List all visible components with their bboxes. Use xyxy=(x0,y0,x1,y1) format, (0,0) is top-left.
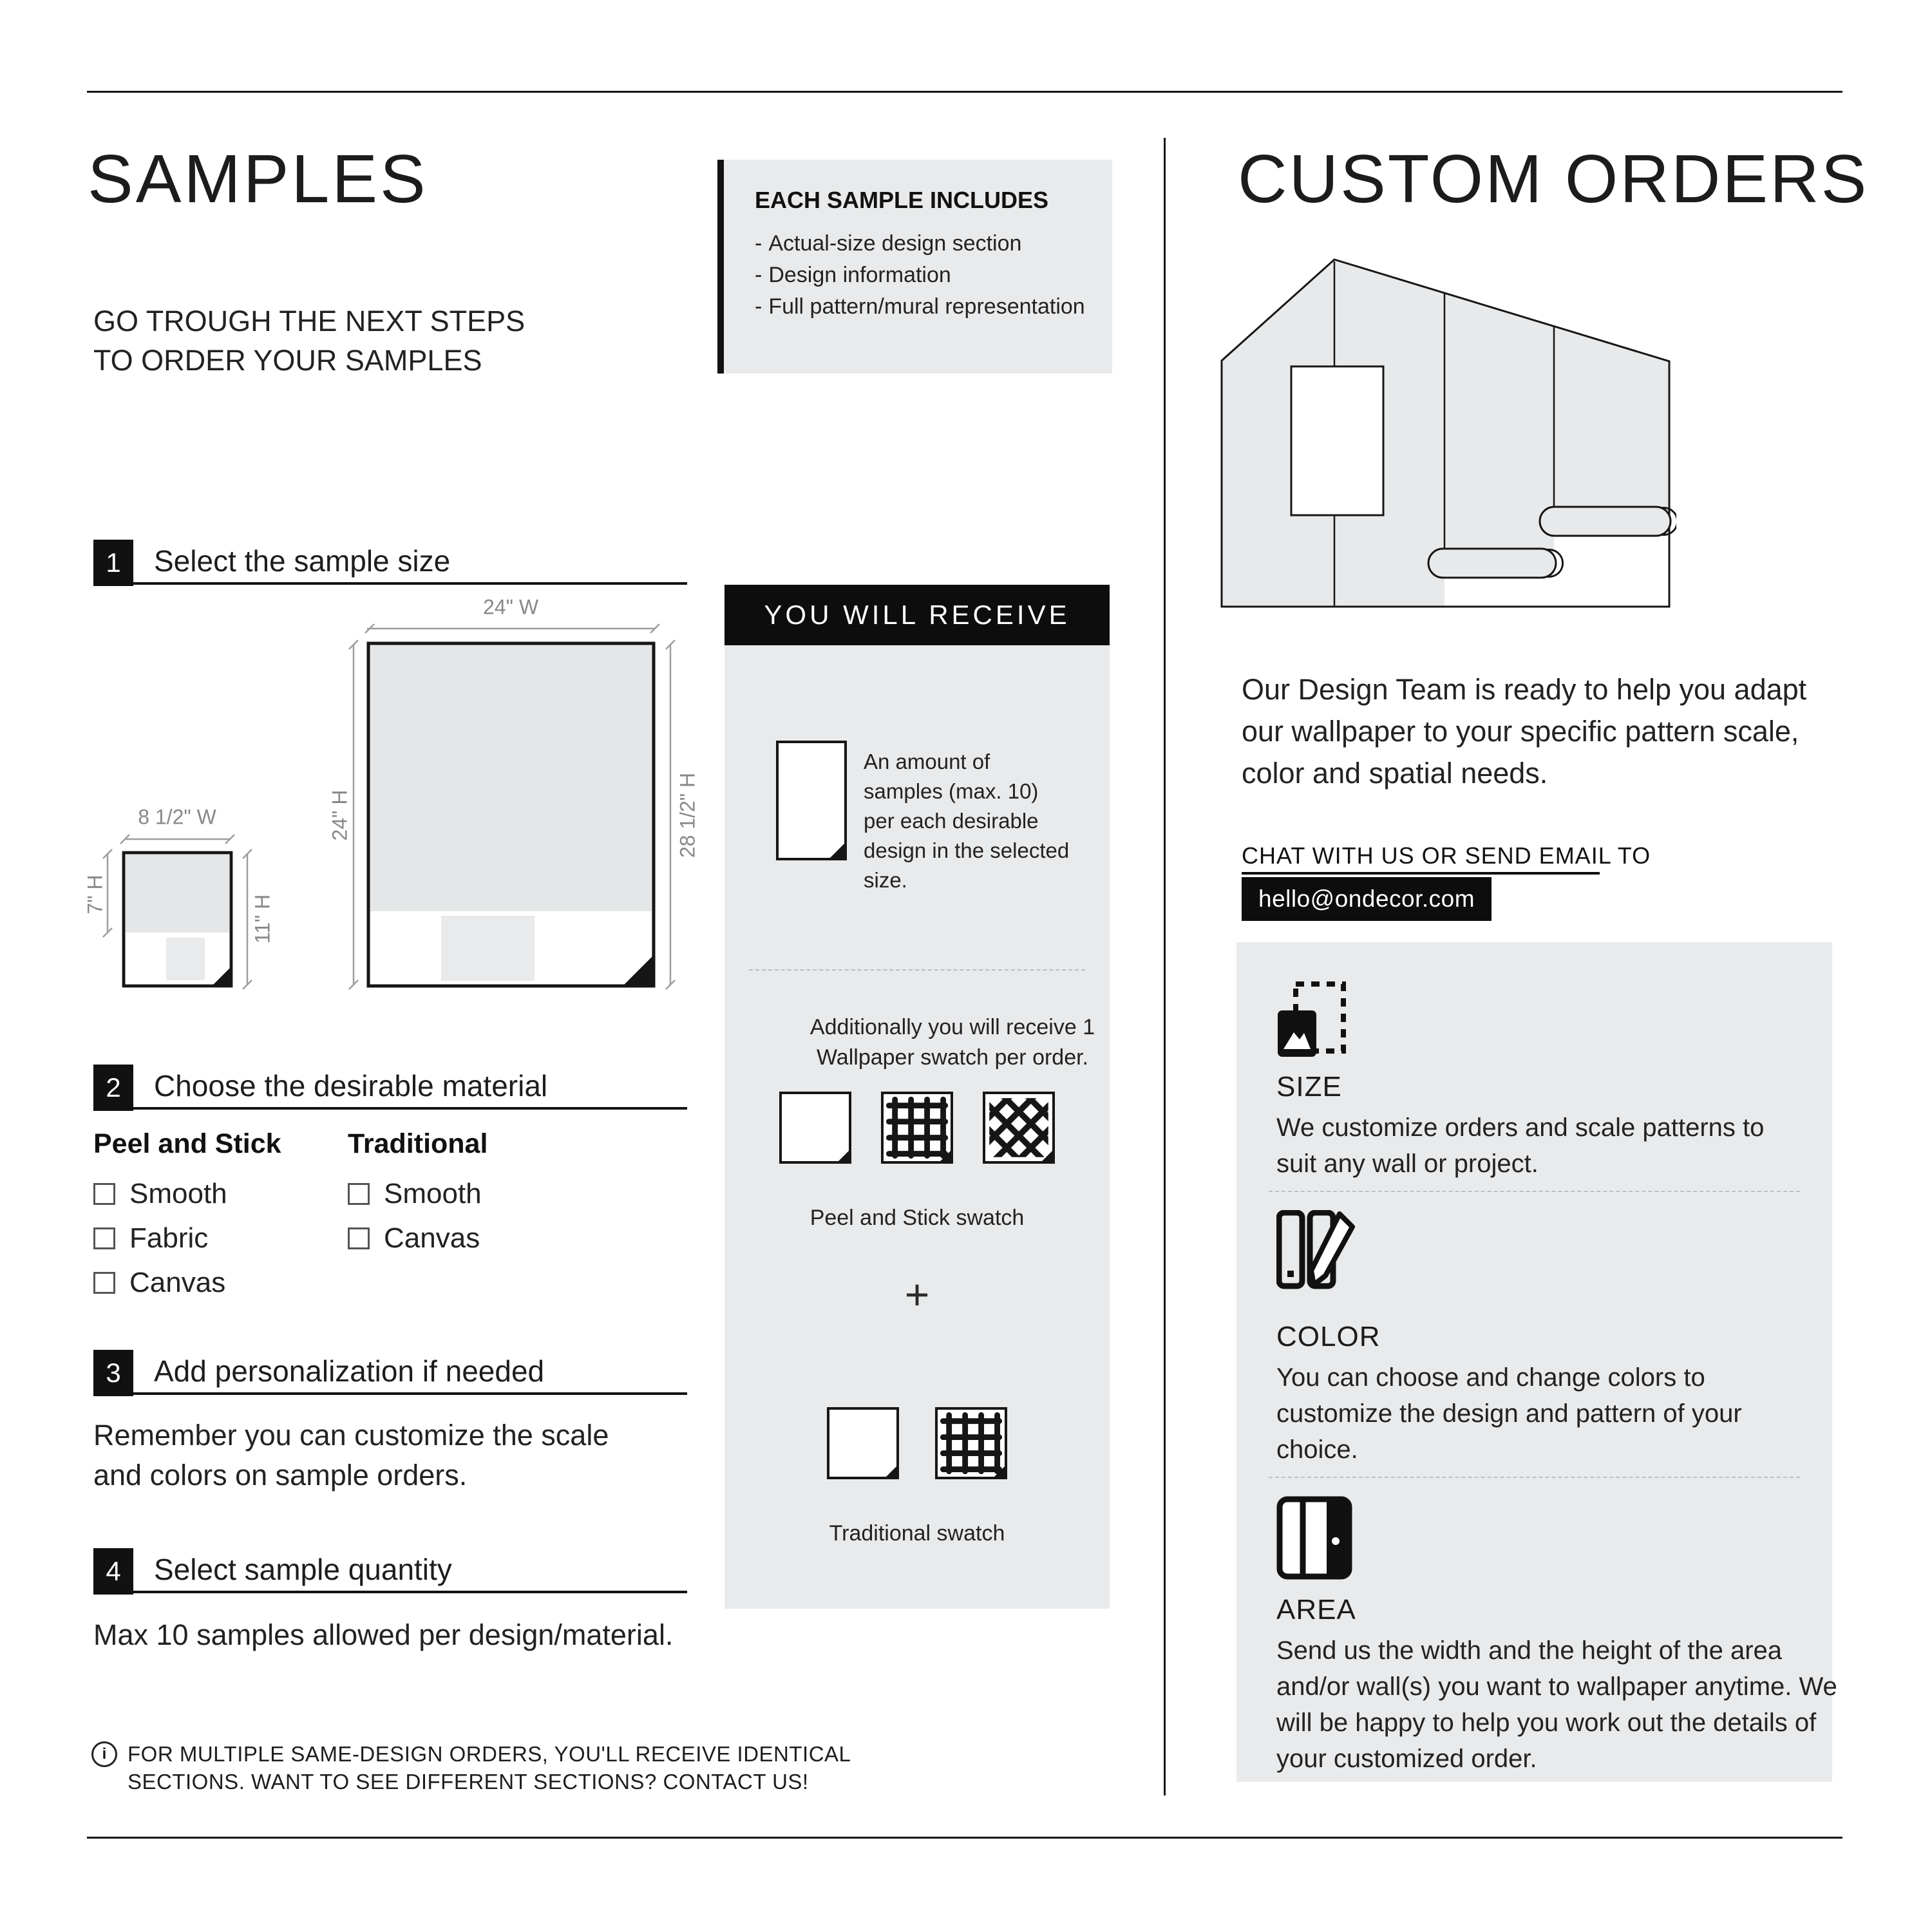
plus-icon: + xyxy=(904,1271,930,1318)
bullet: - xyxy=(755,263,762,287)
step-3-label: Add personalization if needed xyxy=(154,1354,545,1388)
dim-label-8w: 8 1/2" W xyxy=(138,805,216,829)
checkbox[interactable] xyxy=(348,1227,370,1249)
feature-area-title: AREA xyxy=(1276,1594,1356,1625)
step-rule xyxy=(93,1107,687,1110)
step-1-label: Select the sample size xyxy=(154,544,451,578)
step-rule xyxy=(93,582,687,585)
material-option xyxy=(93,1222,281,1255)
info-icon: i xyxy=(91,1741,117,1767)
feature-area-text: Send us the width and the height of the area and/or wall(s) you want to wallpaper anytime. We will be happy to help you work out the details of your customized order. xyxy=(1276,1636,1837,1773)
custom-order-features-panel xyxy=(1236,942,1837,1782)
amount-text: An amount of samples (max. 10) per each desirable design in the selected size. xyxy=(864,750,1070,892)
step-2-number: 2 xyxy=(93,1065,133,1111)
lattice-swatch-icon xyxy=(983,1092,1055,1164)
feature-size-text: We customize orders and scale patterns to suit any wall or project. xyxy=(1276,1113,1765,1178)
step-2-label: Choose the desirable material xyxy=(154,1069,548,1103)
checkbox[interactable] xyxy=(93,1227,115,1249)
includes-title: EACH SAMPLE INCLUDES xyxy=(755,187,1049,213)
peel-swatch-caption: Peel and Stick swatch xyxy=(810,1206,1025,1230)
feature-color-title: COLOR xyxy=(1276,1321,1381,1352)
plain-swatch-icon xyxy=(779,1092,851,1164)
material-option-label: Canvas xyxy=(384,1222,480,1254)
top-rule xyxy=(87,91,1842,93)
step-rule xyxy=(93,1591,687,1593)
email-link[interactable]: hello@ondecor.com xyxy=(1242,877,1492,921)
peel-swatch-row xyxy=(724,1092,1110,1164)
feature-color-text: You can choose and change colors to customize the design and pattern of your choice. xyxy=(1276,1363,1742,1464)
traditional-swatch-caption: Traditional swatch xyxy=(829,1521,1005,1546)
grid-pattern xyxy=(938,1410,1005,1477)
dim-label-28h: 28 1/2" H xyxy=(676,772,699,858)
includes-item-text: Full pattern/mural representation xyxy=(768,294,1085,319)
step-3-heading xyxy=(93,1350,687,1399)
you-will-receive-panel xyxy=(724,645,1110,1609)
dim-label-7h: 7" H xyxy=(83,875,107,914)
intro-line-2: TO ORDER YOUR SAMPLES xyxy=(93,344,482,377)
includes-item-text: Design information xyxy=(768,263,951,287)
material-option xyxy=(93,1178,281,1210)
step-1-number: 1 xyxy=(93,540,133,586)
includes-item xyxy=(755,228,1090,260)
wallpaper-wall-illustration xyxy=(1219,258,1676,611)
step-3-number: 3 xyxy=(93,1350,133,1396)
intro-line-1: GO TROUGH THE NEXT STEPS xyxy=(93,305,526,337)
step-rule xyxy=(93,1392,687,1395)
dashed-divider xyxy=(749,969,1085,971)
size-icon xyxy=(1276,981,1347,1059)
dashed-divider xyxy=(1269,1191,1800,1192)
plain-swatch-icon xyxy=(827,1407,899,1479)
traditional-swatch-row xyxy=(724,1407,1110,1479)
samples-title: SAMPLES xyxy=(88,141,428,217)
footnote-text: FOR MULTIPLE SAME-DESIGN ORDERS, YOU'LL RECEIVE IDENTICAL SECTIONS. WANT TO SEE DIFFERENT SECTIONS? CONTACT US! xyxy=(128,1742,851,1794)
material-option-label: Smooth xyxy=(129,1178,227,1209)
lattice-pattern xyxy=(985,1094,1052,1161)
wallpaper-roll xyxy=(1428,549,1563,578)
each-sample-includes-box xyxy=(717,160,1112,374)
checkbox[interactable] xyxy=(93,1183,115,1205)
step-3-text: Remember you can customize the scale and colors on sample orders. xyxy=(93,1419,609,1492)
step-1-heading xyxy=(93,540,687,589)
feature-size-title: SIZE xyxy=(1276,1071,1342,1103)
material-column-peel-and-stick xyxy=(93,1128,281,1311)
grid-swatch-icon xyxy=(935,1407,1007,1479)
material-option-label: Smooth xyxy=(384,1178,482,1209)
column-divider xyxy=(1164,138,1166,1795)
material-option-label: Canvas xyxy=(129,1267,226,1298)
design-team-paragraph: Our Design Team is ready to help you adapt our wallpaper to your specific pattern scale, color and spatial needs. xyxy=(1242,673,1807,790)
bullet: - xyxy=(755,231,762,256)
checkbox[interactable] xyxy=(348,1183,370,1205)
footnote xyxy=(91,1740,871,1795)
chat-label: CHAT WITH US OR SEND EMAIL TO xyxy=(1242,842,1651,869)
material-col-title: Traditional xyxy=(348,1128,488,1159)
bottom-rule xyxy=(87,1837,1842,1839)
material-option xyxy=(93,1267,281,1299)
material-column-traditional xyxy=(348,1128,488,1267)
step-4-text: Max 10 samples allowed per design/material. xyxy=(93,1618,674,1651)
additionally-text: Additionally you will receive 1 Wallpaper swatch per order. xyxy=(810,1015,1095,1070)
you-will-receive-banner: YOU WILL RECEIVE xyxy=(724,585,1110,645)
step-4-heading xyxy=(93,1548,687,1597)
area-icon xyxy=(1276,1496,1352,1580)
material-col-title: Peel and Stick xyxy=(93,1128,281,1159)
includes-item xyxy=(755,260,1090,291)
checkbox[interactable] xyxy=(93,1272,115,1294)
dashed-divider xyxy=(1269,1477,1800,1478)
dim-label-24w: 24" W xyxy=(482,595,539,619)
grid-pattern xyxy=(884,1094,951,1161)
includes-item-text: Actual-size design section xyxy=(768,231,1022,256)
chat-underline xyxy=(1242,872,1600,875)
grid-swatch-icon xyxy=(881,1092,953,1164)
material-option xyxy=(348,1178,488,1210)
color-icon xyxy=(1276,1210,1356,1290)
step-4-number: 4 xyxy=(93,1548,133,1595)
samples-intro xyxy=(93,301,525,380)
sample-sheet-icon xyxy=(776,741,847,860)
wallpaper-roll xyxy=(1540,507,1676,536)
bullet: - xyxy=(755,294,762,319)
material-option-label: Fabric xyxy=(129,1222,209,1254)
material-option xyxy=(348,1222,488,1255)
step-4-label: Select sample quantity xyxy=(154,1553,452,1586)
includes-item xyxy=(755,291,1090,323)
custom-orders-title: CUSTOM ORDERS xyxy=(1238,141,1869,217)
dim-label-11h: 11" H xyxy=(251,894,274,944)
dim-label-24h: 24" H xyxy=(328,790,352,841)
step-2-heading xyxy=(93,1065,687,1113)
